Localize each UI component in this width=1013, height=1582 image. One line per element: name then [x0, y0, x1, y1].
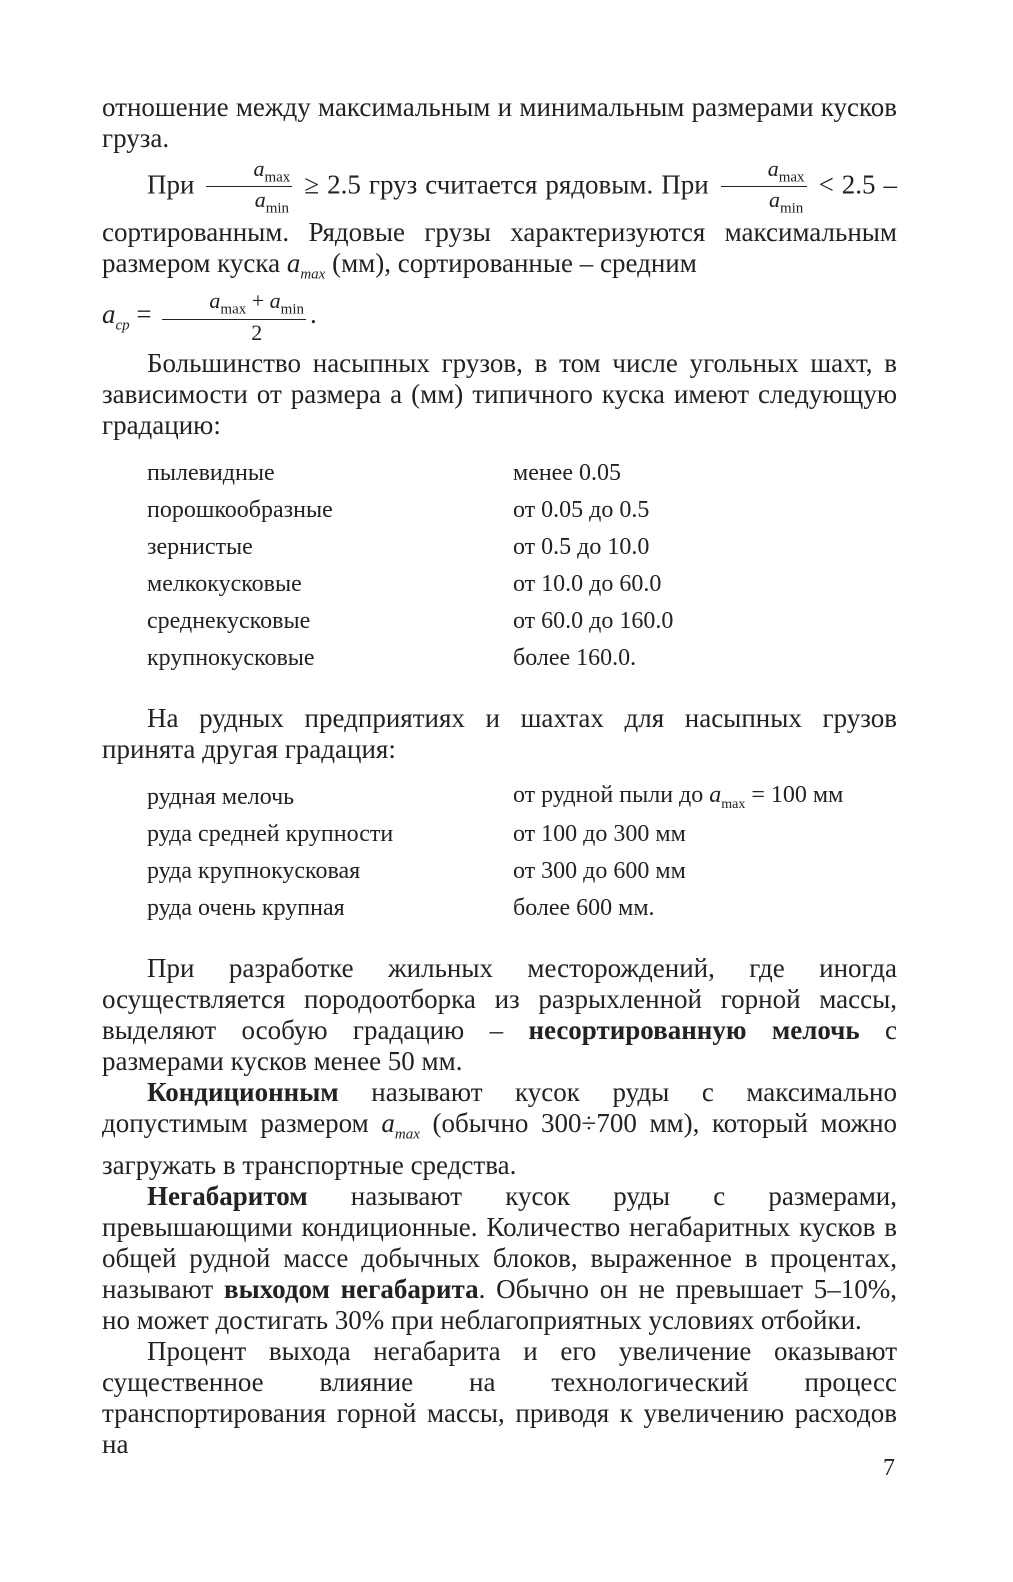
grade-range: от 10.0 до 60.0: [513, 570, 662, 597]
page-body: [102, 92, 897, 1460]
average-fraction: $a_{max} + a_{min}$ 2: [162, 290, 306, 343]
table-row: [147, 603, 673, 640]
page-number: 7: [883, 1455, 895, 1481]
grade-range: от рудной пыли до $a_{max} = 100$ мм: [513, 781, 844, 812]
grade-name: порошкообразные: [147, 496, 333, 523]
term-conditional: Кондиционным: [147, 1076, 339, 1107]
paragraph-2: При $a_{max}$ $a_{min}$ ≥ 2.5 груз считается рядовым. При $a_{max}$ $a_{min}$ < 2.5 – сортированным. Рядовые грузы характеризуются максимальным размером куска $a_{max}$ (мм), сортированные – средним $a_{ср}$ = $a_{max} + a_{min}$ 2 .: [102, 156, 898, 345]
term-oversize-yield: выходом негабарита: [223, 1273, 479, 1304]
paragraph-7: Негабаритом называют кусок руды с размерами, превышающими кондиционные. Количество негабаритных кусков в общей рудной массе добычных блоков, выраженное в процентах, называют выходом негабарита. Обычно он не превышает 5–10%, но может достигать 30% при неблагоприятных условиях отбойки.: [102, 1180, 897, 1335]
p2-text-a: При: [147, 169, 195, 200]
term-unsorted-fines: несортированную мелочь: [528, 1014, 860, 1045]
p2-text-b: ≥ 2.5 груз считается рядовым. При: [304, 169, 709, 200]
ratio-fraction-2: $a_{max}$ $a_{min}$: [721, 158, 807, 217]
grading-table-1: [147, 455, 673, 677]
grade-range: от 0.5 до 10.0: [513, 533, 650, 560]
table-row: [147, 640, 673, 677]
paragraph-5: При разработке жильных месторождений, где иногда осуществляется породоотборка из разрыхленной горной массы, выделяют особую градацию – несортированную мелочь с размерами кусков менее 50 мм.: [102, 952, 897, 1076]
paragraph-3: Большинство насыпных грузов, в том числе угольных шахт, в зависимости от размера a (мм) типичного куска имеют следующую градацию:: [102, 347, 897, 440]
grade-name: руда средней крупности: [147, 820, 394, 847]
grade-name: руда крупнокусковая: [147, 857, 361, 884]
term-oversize: Негабаритом: [147, 1180, 308, 1211]
grade-name: пылевидные: [147, 459, 275, 486]
table-row: [147, 455, 673, 492]
p2-text-d: (мм), сортированные – средним: [332, 247, 697, 278]
paragraph-4: На рудных предприятиях и шахтах для насыпных грузов принята другая градация:: [102, 702, 897, 764]
grade-name: зернистые: [147, 533, 253, 560]
grading-table-2: [147, 779, 843, 927]
table-row: [147, 492, 673, 529]
grade-range: от 300 до 600 мм: [513, 857, 686, 884]
paragraph-6: Кондиционным называют кусок руды с максимально допустимым размером $a_{max}$ (обычно 300÷700 мм), который можно загружать в транспортные средства.: [102, 1076, 898, 1180]
table-row: [147, 890, 843, 927]
p2-text-c: < 2.5 – сортированным. Рядовые грузы характеризуются максимальным размером куска: [102, 169, 898, 278]
grade-name: крупнокусковые: [147, 644, 315, 671]
grade-range: более 160.0.: [513, 644, 637, 671]
paragraph-8: Процент выхода негабарита и его увеличение оказывают существенное влияние на технологический процесс транспортирования горной массы, приводя к увеличению расходов на: [102, 1335, 897, 1459]
table-row: [147, 816, 843, 853]
grade-range: от 0.05 до 0.5: [513, 496, 650, 523]
grade-range: менее 0.05: [513, 459, 621, 486]
grade-range: от 100 до 300 мм: [513, 820, 686, 847]
grade-name: среднекусковые: [147, 607, 311, 634]
grade-range: от 60.0 до 160.0: [513, 607, 674, 634]
table-row: [147, 566, 673, 603]
grade-range: более 600 мм.: [513, 894, 655, 921]
grade-name: мелкокусковые: [147, 570, 302, 597]
table-row: [147, 853, 843, 890]
ratio-fraction-1: $a_{max}$ $a_{min}$: [206, 158, 292, 217]
grade-name: рудная мелочь: [147, 783, 295, 810]
table-row: [147, 779, 843, 816]
table-row: [147, 529, 673, 566]
average-formula: $a_{ср}$: [102, 299, 130, 334]
paragraph-1: отношение между максимальным и минимальным размерами кусков груза.: [102, 92, 897, 153]
grade-name: руда очень крупная: [147, 894, 345, 921]
